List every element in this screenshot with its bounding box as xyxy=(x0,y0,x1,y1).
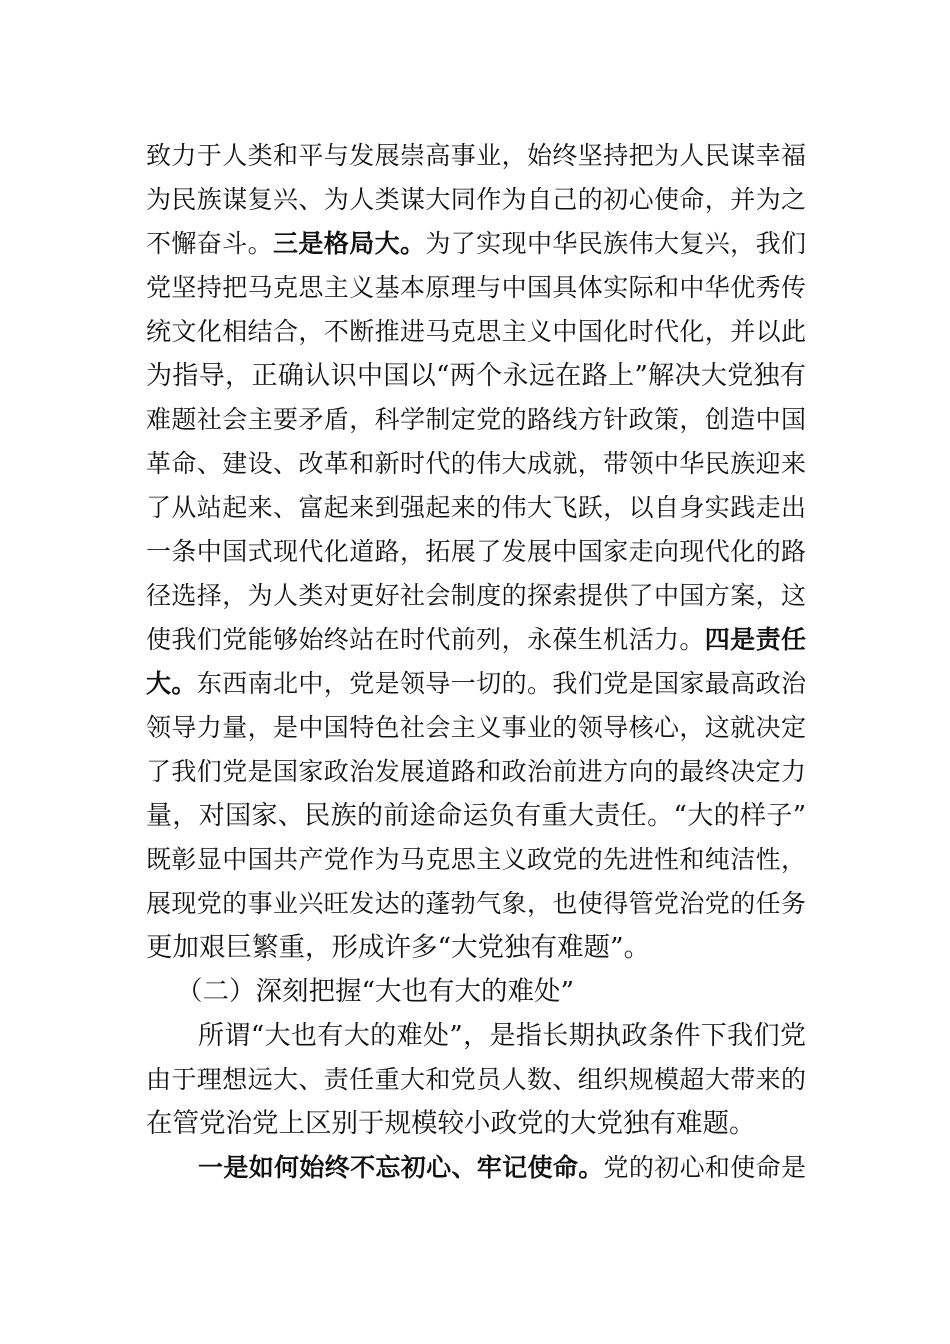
text-line-21: 所谓“大也有大的难处”，是指长期执政条件下我们党 xyxy=(198,1021,806,1051)
text-line-22: 由于理想远大、责任重大和党员人数、组织规模超大带来的 xyxy=(146,1065,806,1094)
text-line-12: 使我们党能够始终站在时代前列，永葆生机活力。四是责任 xyxy=(146,625,806,654)
text-line-2: 为民族谋复兴、为人类谋大同作为自己的初心使命，并为之 xyxy=(146,185,806,214)
text-line-10: 一条中国式现代化道路，拓展了发展中国家走向现代化的路 xyxy=(146,537,806,566)
bold-heading-four: 四是责任 xyxy=(704,625,806,654)
text-line-8: 革命、建设、改革和新时代的伟大成就，带领中华民族迎来 xyxy=(146,449,806,478)
bold-heading-one: 一是如何始终不忘初心、牢记使命。 xyxy=(198,1153,604,1182)
text-line-19: 更加艰巨繁重，形成许多“大党独有难题”。 xyxy=(146,932,651,963)
text-line-4: 党坚持把马克思主义基本原理与中国具体实际和中华优秀传 xyxy=(146,273,806,302)
text-line-1: 致力于人类和平与发展崇高事业，始终坚持把为人民谋幸福 xyxy=(146,141,806,170)
text-line-24: 一是如何始终不忘初心、牢记使命。党的初心和使命是 xyxy=(198,1153,806,1182)
text-line-7: 难题社会主要矛盾，科学制定党的路线方针政策，创造中国 xyxy=(146,405,806,434)
text-line-23: 在管党治党上区别于规模较小政党的大党独有难题。 xyxy=(146,1108,756,1139)
text-line-5: 统文化相结合，不断推进马克思主义中国化时代化，并以此 xyxy=(146,317,806,346)
bold-heading-four-cont: 大。 xyxy=(146,669,197,698)
text-line-15: 了我们党是国家政治发展道路和政治前进方向的最终决定力 xyxy=(146,757,806,786)
text-line-16: 量，对国家、民族的前途命运负有重大责任。“大的样子” xyxy=(146,801,806,831)
text-line-14: 领导力量，是中国特色社会主义事业的领导核心，这就决定 xyxy=(146,713,806,742)
bold-heading-three: 三是格局大。 xyxy=(273,229,426,258)
text-line-17: 既彰显中国共产党作为马克思主义政党的先进性和纯洁性， xyxy=(146,845,806,874)
section-heading: （二）深刻把握“大也有大的难处” xyxy=(176,976,575,1007)
text-line-6: 为指导，正确认识中国以“两个永远在路上”解决大党独有 xyxy=(146,361,806,391)
text-line-9: 了从站起来、富起来到强起来的伟大飞跃，以自身实践走出 xyxy=(146,493,806,522)
text-line-13: 大。东西南北中，党是领导一切的。我们党是国家最高政治 xyxy=(146,669,806,698)
text-line-11: 径选择，为人类对更好社会制度的探索提供了中国方案，这 xyxy=(146,581,806,610)
text-line-18: 展现党的事业兴旺发达的蓬勃气象，也使得管党治党的任务 xyxy=(146,889,806,918)
text-line-3: 不懈奋斗。三是格局大。为了实现中华民族伟大复兴，我们 xyxy=(146,229,806,258)
